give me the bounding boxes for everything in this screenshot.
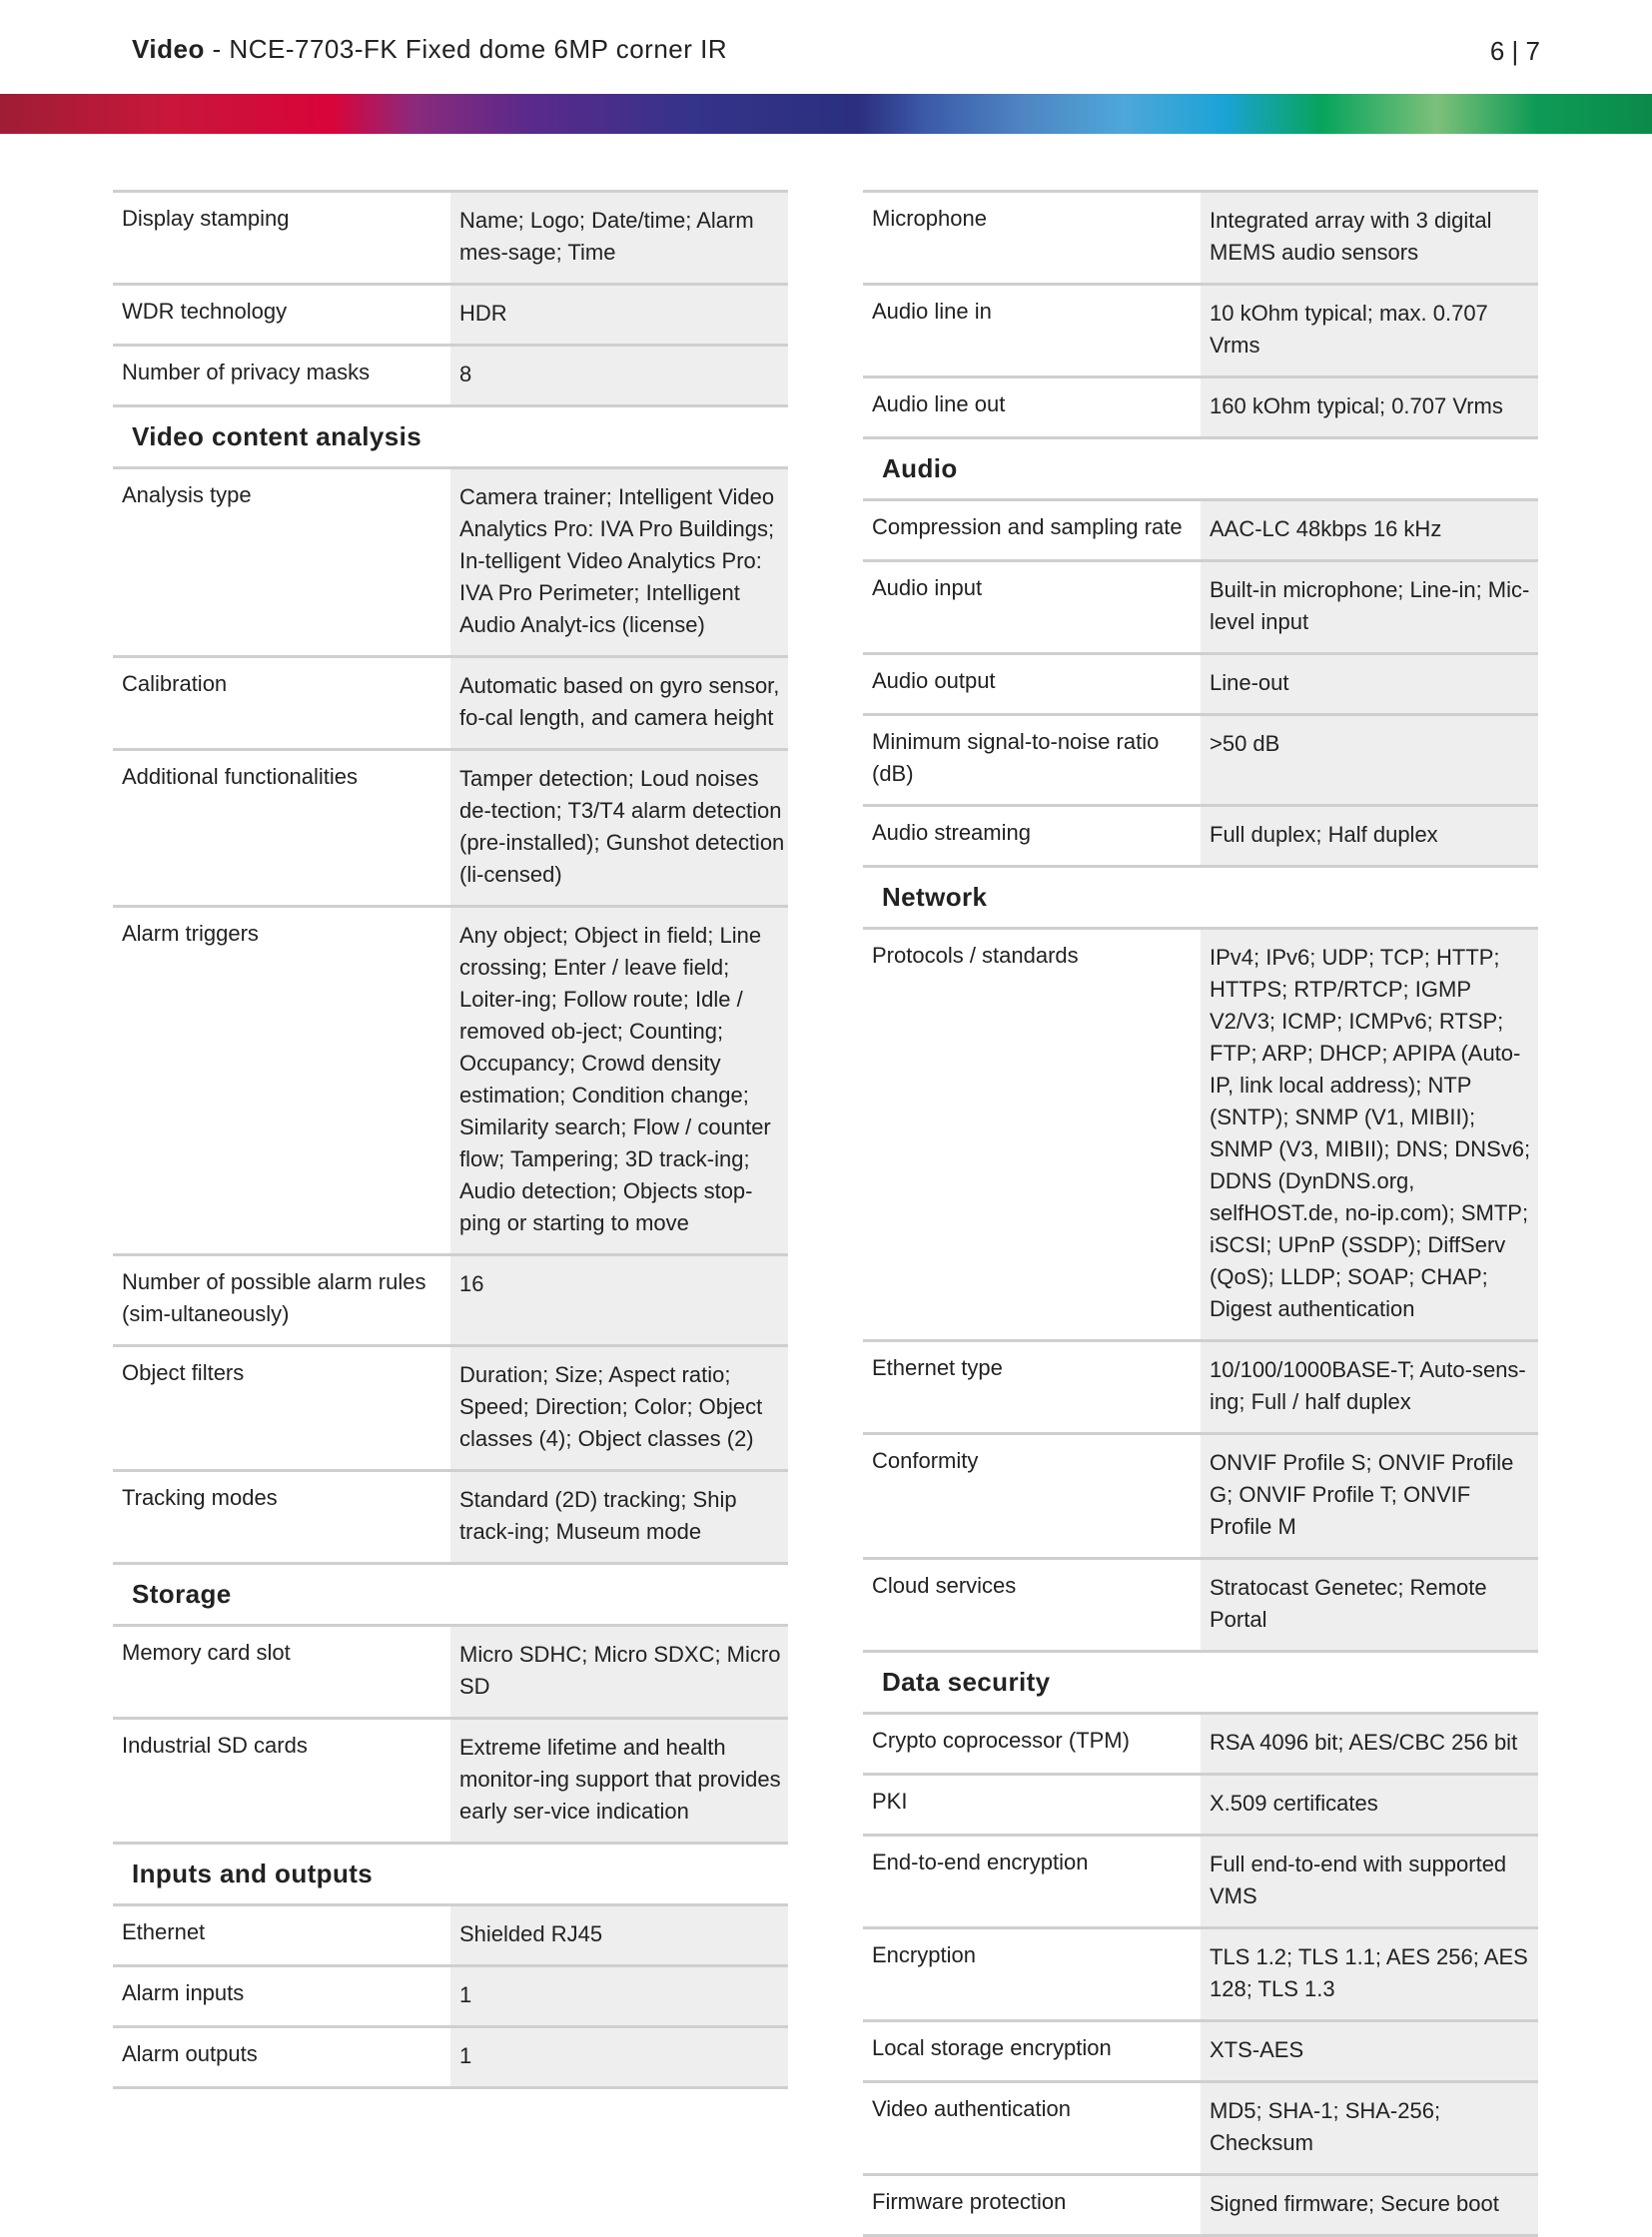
spec-row: [863, 1712, 1538, 1773]
spec-row: [113, 655, 788, 748]
spec-row: [863, 1557, 1538, 1650]
spec-label: Audio line out: [872, 391, 1006, 416]
header-section: Video: [132, 34, 205, 64]
spec-label: Minimum signal-to-noise ratio (dB): [872, 729, 1160, 786]
spec-label: Number of privacy masks: [122, 360, 371, 384]
spec-label: Protocols / standards: [872, 943, 1079, 968]
spec-value: RSA 4096 bit; AES/CBC 256 bit: [1201, 1715, 1538, 1773]
spec-value: XTS-AES: [1201, 2022, 1538, 2080]
spec-row: [113, 466, 788, 655]
spec-row: [863, 1834, 1538, 1926]
spec-value: Integrated array with 3 digital MEMS audio sensors: [1201, 193, 1538, 283]
spec-label: Additional functionalities: [122, 764, 359, 789]
spec-value: AAC-LC 48kbps 16 kHz: [1201, 501, 1538, 559]
spec-row: [863, 804, 1538, 865]
spec-row: [113, 283, 788, 344]
section-heading: Inputs and outputs: [113, 1842, 788, 1903]
spec-label: Video authentication: [872, 2096, 1071, 2121]
spec-label: Crypto coprocessor (TPM): [872, 1728, 1130, 1753]
spec-label: Alarm inputs: [122, 1980, 245, 2005]
spec-label: Calibration: [122, 671, 228, 696]
spec-row: [863, 2019, 1538, 2080]
spec-value: IPv4; IPv6; UDP; TCP; HTTP; HTTPS; RTP/RTCP; IGMP V2/V3; ICMP; ICMPv6; RTSP; FTP; ARP; DHCP; APIPA (Auto-IP, link local address); NTP (SNTP); SNMP (V1, MIBII); SNMP (V3, MIBII); DNS; DNSv6; DDNS (DynDNS.org, selfHOST.de, no-ip.com); SMTP; iSCSI; UPnP (SSDP); DiffServ (QoS); LLDP; SOAP; CHAP; Digest authentication: [1201, 930, 1538, 1339]
spec-row: [863, 713, 1538, 804]
spec-label: Industrial SD cards: [122, 1733, 308, 1758]
header-title: - NCE-7703-FK Fixed dome 6MP corner IR: [204, 34, 728, 64]
spec-table-left: [113, 190, 788, 2089]
spec-row: [113, 1964, 788, 2025]
spec-value: Automatic based on gyro sensor, fo-cal length, and camera height: [450, 658, 788, 748]
spec-row: [113, 905, 788, 1253]
document-header: [132, 34, 727, 65]
spec-label: Encryption: [872, 1942, 976, 1967]
spec-label: Memory card slot: [122, 1640, 291, 1665]
spec-label: Display stamping: [122, 206, 290, 231]
spec-value: Shielded RJ45: [450, 1906, 788, 1964]
spec-row: [863, 283, 1538, 375]
spec-value: TLS 1.2; TLS 1.1; AES 256; AES 128; TLS 1.3: [1201, 1929, 1538, 2019]
spec-value: Name; Logo; Date/time; Alarm mes-sage; Time: [450, 193, 788, 283]
spec-row: [113, 1469, 788, 1562]
spec-value: Full end-to-end with supported VMS: [1201, 1837, 1538, 1926]
spec-row: [863, 927, 1538, 1339]
spec-label: Object filters: [122, 1360, 245, 1385]
spec-row: [863, 559, 1538, 652]
spec-row: [113, 1253, 788, 1344]
spec-label: Audio input: [872, 575, 983, 600]
spec-label: PKI: [872, 1789, 908, 1814]
spec-value: ONVIF Profile S; ONVIF Profile G; ONVIF Profile T; ONVIF Profile M: [1201, 1435, 1538, 1557]
spec-row: [863, 1432, 1538, 1557]
spec-row: [113, 1903, 788, 1964]
spec-value: Any object; Object in field; Line crossing; Enter / leave field; Loiter-ing; Follow route; Idle / removed ob-ject; Counting; Occupancy; Crowd density estimation; Condition change; Similarity search; Flow / counter flow; Tampering; 3D track-ing; Audio detection; Objects stop-ping or starting to move: [450, 908, 788, 1253]
spec-label: End-to-end encryption: [872, 1850, 1089, 1874]
spec-label: Ethernet type: [872, 1355, 1003, 1380]
spec-row: [113, 344, 788, 404]
spec-label: Ethernet: [122, 1919, 206, 1944]
spec-label: Alarm outputs: [122, 2041, 258, 2066]
spec-value: 8: [450, 347, 788, 404]
spec-label: Alarm triggers: [122, 921, 259, 946]
spec-row: [863, 190, 1538, 283]
spec-row: [863, 375, 1538, 436]
spec-label: Audio output: [872, 668, 996, 693]
spec-row: [113, 190, 788, 283]
spec-row: [113, 748, 788, 905]
spec-value: HDR: [450, 286, 788, 344]
spec-label: Tracking modes: [122, 1485, 278, 1510]
spec-value: 1: [450, 2028, 788, 2086]
spec-value: 1: [450, 1967, 788, 2025]
spec-value: 10/100/1000BASE-T; Auto-sens-ing; Full / half duplex: [1201, 1342, 1538, 1432]
section-heading: Audio: [863, 436, 1538, 498]
spec-value: Micro SDHC; Micro SDXC; Micro SD: [450, 1627, 788, 1717]
spec-value: >50 dB: [1201, 716, 1538, 804]
spec-row: [113, 1717, 788, 1842]
spec-row: [863, 1773, 1538, 1834]
spec-row: [863, 652, 1538, 713]
spec-value: 160 kOhm typical; 0.707 Vrms: [1201, 378, 1538, 436]
spec-value: Stratocast Genetec; Remote Portal: [1201, 1560, 1538, 1650]
table-end-rule: [113, 2086, 788, 2089]
spec-label: Number of possible alarm rules (sim-ultaneously): [122, 1269, 426, 1326]
spec-value: 10 kOhm typical; max. 0.707 Vrms: [1201, 286, 1538, 375]
section-heading: Video content analysis: [113, 404, 788, 466]
spec-value: X.509 certificates: [1201, 1776, 1538, 1834]
spec-value: Full duplex; Half duplex: [1201, 807, 1538, 865]
spec-row: [863, 1926, 1538, 2019]
section-heading: Storage: [113, 1562, 788, 1624]
spec-value: Standard (2D) tracking; Ship track-ing; Museum mode: [450, 1472, 788, 1562]
spec-value: 16: [450, 1256, 788, 1344]
spec-row: [863, 2173, 1538, 2234]
spec-row: [113, 1624, 788, 1717]
spec-label: Firmware protection: [872, 2189, 1067, 2214]
spec-value: Camera trainer; Intelligent Video Analytics Pro: IVA Pro Buildings; In-telligent Video Analytics Pro: IVA Pro Perimeter; Intelligent Audio Analyt-ics (license): [450, 469, 788, 655]
spec-value: Duration; Size; Aspect ratio; Speed; Direction; Color; Object classes (4); Object classes (2): [450, 1347, 788, 1469]
spec-value: MD5; SHA-1; SHA-256; Checksum: [1201, 2083, 1538, 2173]
spec-label: Compression and sampling rate: [872, 514, 1183, 539]
spec-value: Built-in microphone; Line-in; Mic-level input: [1201, 562, 1538, 652]
page-number: 6 | 7: [1489, 36, 1540, 66]
spec-row: [863, 1339, 1538, 1432]
spec-table-right: [863, 190, 1538, 2237]
spec-label: Audio line in: [872, 299, 992, 324]
spec-label: Conformity: [872, 1448, 979, 1473]
spec-label: Local storage encryption: [872, 2035, 1112, 2060]
spec-value: Extreme lifetime and health monitor-ing support that provides early ser-vice indication: [450, 1720, 788, 1842]
spec-label: WDR technology: [122, 299, 288, 324]
spec-label: Cloud services: [872, 1573, 1017, 1598]
section-heading: Network: [863, 865, 1538, 927]
spec-row: [863, 498, 1538, 559]
spec-label: Analysis type: [122, 482, 252, 507]
spec-row: [113, 2025, 788, 2086]
section-heading: Data security: [863, 1650, 1538, 1712]
spec-row: [113, 1344, 788, 1469]
spec-value: Line-out: [1201, 655, 1538, 713]
spec-label: Audio streaming: [872, 820, 1031, 845]
spec-row: [863, 2080, 1538, 2173]
spec-value: Tamper detection; Loud noises de-tection; T3/T4 alarm detection (pre-installed); Gunshot detection (li-censed): [450, 751, 788, 905]
brand-color-bar: [0, 94, 1652, 134]
spec-value: Signed firmware; Secure boot: [1201, 2176, 1538, 2234]
spec-label: Microphone: [872, 206, 987, 231]
